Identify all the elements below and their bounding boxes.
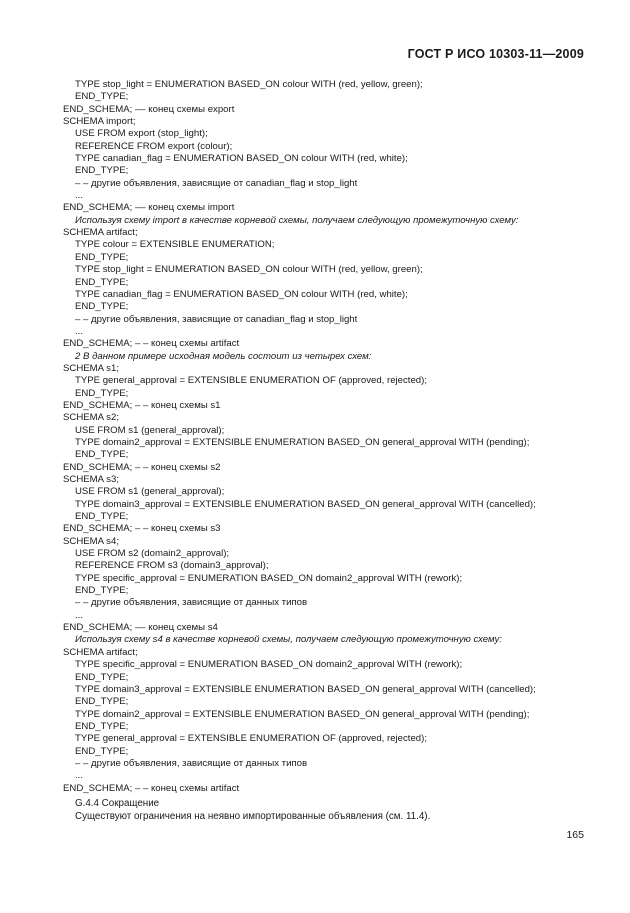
code-line: END_SCHEMA; –– конец схемы import xyxy=(63,202,235,214)
code-listing xyxy=(63,79,603,795)
code-line: SCHEMA artifact; xyxy=(63,227,138,239)
code-line: END_TYPE; xyxy=(75,585,129,597)
code-line: TYPE canadian_flag = ENUMERATION BASED_ON colour WITH (red, white); xyxy=(75,153,408,165)
code-line: END_TYPE; xyxy=(75,251,129,263)
code-line: END_SCHEMA; –– конец схемы export xyxy=(63,103,235,115)
code-line: SCHEMA s3; xyxy=(63,474,119,485)
section-g-4-4 xyxy=(75,797,595,823)
code-line: END_TYPE; xyxy=(75,720,129,732)
code-line: END_SCHEMA; – – конец схемы s3 xyxy=(63,523,221,535)
code-line: END_TYPE; xyxy=(75,387,129,399)
code-line: TYPE stop_light = ENUMERATION BASED_ON colour WITH (red, yellow, green); xyxy=(75,79,423,90)
code-line: USE FROM s1 (general_approval); xyxy=(75,424,225,436)
code-line: END_TYPE; xyxy=(75,745,129,757)
code-line: USE FROM s2 (domain2_approval); xyxy=(75,548,230,560)
code-line: END_SCHEMA; – – конец схемы s2 xyxy=(63,461,221,473)
code-line: SCHEMA s2; xyxy=(63,412,119,424)
document-header: ГОСТ Р ИСО 10303-11—2009 xyxy=(407,47,584,61)
code-line: TYPE domain3_approval = EXTENSIBLE ENUMERATION BASED_ON general_approval WITH (cancelled); xyxy=(75,498,536,510)
code-line: SCHEMA artifact; xyxy=(63,646,138,658)
code-line: END_SCHEMA; – – конец схемы artifact xyxy=(63,338,240,350)
section-title: G.4.4 Сокращение xyxy=(75,798,160,809)
note-line: 2 В данном примере исходная модель состоит из четырех схем: xyxy=(75,350,372,362)
code-line: ... xyxy=(75,325,83,337)
code-line: TYPE stop_light = ENUMERATION BASED_ON colour WITH (red, yellow, green); xyxy=(75,264,423,276)
code-line: ... xyxy=(75,770,83,782)
code-line: USE FROM s1 (general_approval); xyxy=(75,486,225,498)
code-line: TYPE canadian_flag = ENUMERATION BASED_ON colour WITH (red, white); xyxy=(75,288,408,300)
code-line: END_TYPE; xyxy=(75,696,129,708)
code-line: END_SCHEMA; – – конец схемы artifact xyxy=(63,782,240,794)
note-line: Используя схему import в качестве корневой схемы, получаем следующую промежуточную схему: xyxy=(75,214,519,226)
code-line: END_TYPE; xyxy=(75,276,129,288)
code-line: TYPE domain2_approval = EXTENSIBLE ENUMERATION BASED_ON general_approval WITH (pending); xyxy=(75,436,530,448)
code-line: END_SCHEMA; –– конец схемы s4 xyxy=(63,622,218,634)
code-line: END_TYPE; xyxy=(75,91,129,103)
code-line: ... xyxy=(75,609,83,621)
code-line: SCHEMA s1; xyxy=(63,362,119,374)
code-line: END_TYPE; xyxy=(75,671,129,683)
code-line: TYPE general_approval = EXTENSIBLE ENUMERATION OF (approved, rejected); xyxy=(75,733,427,745)
page-number: 165 xyxy=(566,829,584,841)
code-line: SCHEMA s4; xyxy=(63,535,119,547)
code-line: – – другие объявления, зависящие от canadian_flag и stop_light xyxy=(75,177,358,189)
code-line: SCHEMA import; xyxy=(63,116,136,128)
code-line: ... xyxy=(75,190,83,202)
code-line: USE FROM export (stop_light); xyxy=(75,128,208,140)
code-line: END_TYPE; xyxy=(75,165,129,177)
code-line: TYPE specific_approval = ENUMERATION BASED_ON domain2_approval WITH (rework); xyxy=(75,572,463,584)
code-line: TYPE general_approval = EXTENSIBLE ENUMERATION OF (approved, rejected); xyxy=(75,375,427,387)
section-text: Существуют ограничения на неявно импортированные объявления (см. 11.4). xyxy=(75,811,431,822)
code-line: END_SCHEMA; – – конец схемы s1 xyxy=(63,399,221,411)
code-line: TYPE domain2_approval = EXTENSIBLE ENUMERATION BASED_ON general_approval WITH (pending); xyxy=(75,708,530,720)
code-line: TYPE specific_approval = ENUMERATION BASED_ON domain2_approval WITH (rework); xyxy=(75,659,463,671)
code-line: TYPE colour = EXTENSIBLE ENUMERATION; xyxy=(75,239,275,251)
code-line: END_TYPE; xyxy=(75,511,129,523)
code-line: REFERENCE FROM export (colour); xyxy=(75,140,233,152)
code-line: END_TYPE; xyxy=(75,449,129,461)
code-line: – – другие объявления, зависящие от данных типов xyxy=(75,757,308,769)
code-line: END_TYPE; xyxy=(75,301,129,313)
code-line: REFERENCE FROM s3 (domain3_approval); xyxy=(75,560,269,572)
code-line: – – другие объявления, зависящие от данных типов xyxy=(75,597,308,609)
code-line: – – другие объявления, зависящие от canadian_flag и stop_light xyxy=(75,313,358,325)
code-line: TYPE domain3_approval = EXTENSIBLE ENUMERATION BASED_ON general_approval WITH (cancelled); xyxy=(75,683,536,695)
note-line: Используя схему s4 в качестве корневой схемы, получаем следующую промежуточную схему: xyxy=(75,634,502,646)
